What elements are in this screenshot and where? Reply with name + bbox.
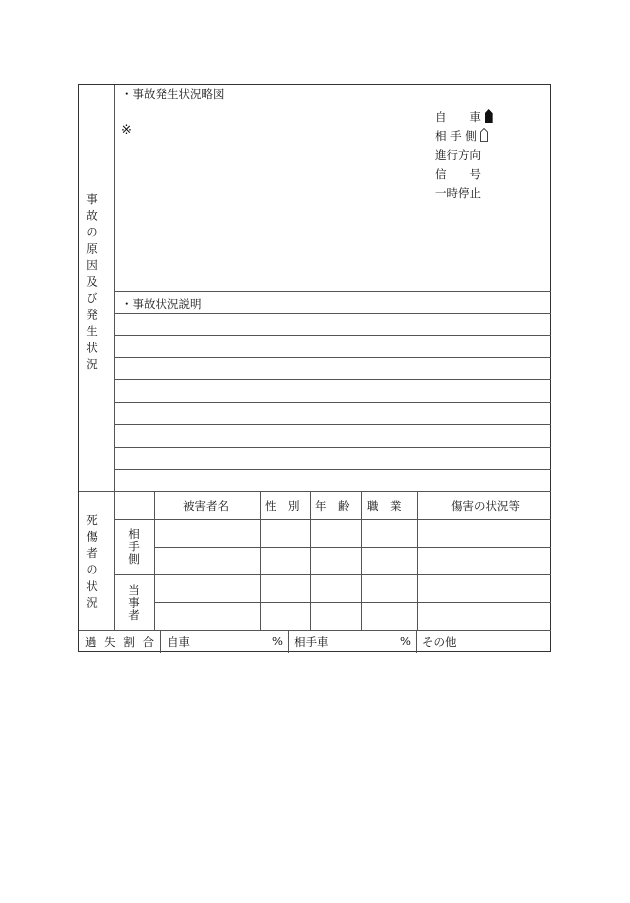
table-line — [114, 519, 551, 520]
legend-other-side — [435, 128, 488, 144]
fault-other-vehicle: 相手車 — [294, 635, 329, 649]
fault-self-percent: % — [272, 634, 283, 648]
ruled-line — [114, 357, 551, 358]
ruled-line — [114, 313, 551, 314]
table-line — [154, 547, 551, 548]
table-line — [416, 630, 417, 653]
legend-stop: 一時停止 — [435, 186, 481, 200]
table-line — [288, 630, 289, 653]
ruled-line — [114, 379, 551, 380]
table-line — [154, 491, 155, 630]
header-age: 年 齢 — [315, 499, 350, 513]
legend-self-vehicle — [435, 109, 493, 125]
header-injury: 傷害の状況等 — [451, 499, 520, 513]
table-line — [361, 491, 362, 630]
divider — [79, 491, 551, 492]
description-heading: ・事故状況説明 — [121, 297, 202, 311]
ruled-line — [114, 424, 551, 425]
legend-signal: 信 号 — [435, 167, 481, 181]
fault-other-percent: % — [400, 634, 411, 648]
section-cause-label: 事故の原因及び発生状況 — [85, 193, 99, 375]
header-sex: 性 別 — [265, 499, 300, 513]
header-occupation: 職 業 — [367, 499, 402, 513]
divider — [79, 630, 551, 631]
ruled-line — [114, 469, 551, 470]
divider — [114, 291, 551, 292]
section-casualties-label: 死傷者の状況 — [85, 514, 99, 613]
header-victim-name: 被害者名 — [183, 499, 229, 513]
outline-vehicle-icon — [480, 128, 488, 142]
table-line — [154, 602, 551, 603]
table-line — [310, 491, 311, 630]
table-line — [114, 574, 551, 575]
table-line — [260, 491, 261, 630]
ruled-line — [114, 335, 551, 336]
legend-self-label: 自 車 — [435, 110, 481, 124]
filled-vehicle-icon — [485, 109, 493, 123]
ruled-line — [114, 447, 551, 448]
fault-other: その他 — [422, 635, 457, 649]
table-line — [417, 491, 418, 630]
group-other-side: 相手側 — [127, 528, 141, 566]
ruled-line — [114, 402, 551, 403]
legend-direction: 進行方向 — [435, 148, 481, 162]
diagram-heading: ・事故発生状況略図 — [121, 87, 225, 101]
legend-other-label: 相 手 側 — [435, 129, 477, 143]
accident-report-form — [78, 84, 551, 652]
note-mark: ※ — [121, 123, 132, 138]
fault-label: 過 失 割 合 — [85, 635, 156, 649]
table-line — [160, 630, 161, 653]
group-self: 当事者 — [127, 584, 141, 622]
fault-self-vehicle: 自車 — [167, 635, 190, 649]
